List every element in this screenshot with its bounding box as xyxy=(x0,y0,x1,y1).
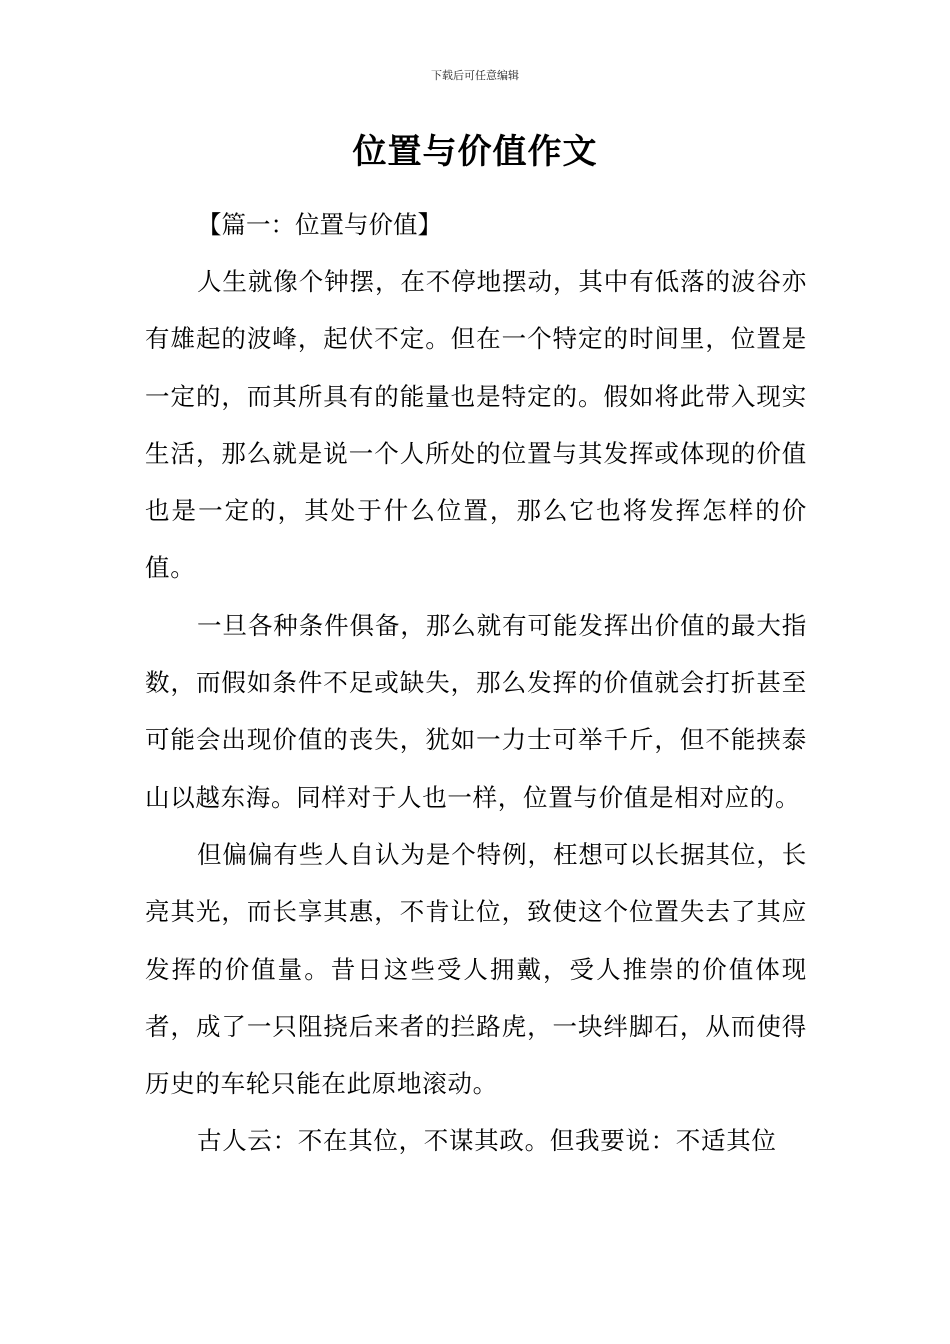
paragraph-4: 古人云：不在其位，不谋其政。但我要说：不适其位 xyxy=(197,1126,777,1156)
paragraph-2: 一旦各种条件俱备，那么就有可能发挥出价值的最大指数，而假如条件不足或缺失，那么发挥的价值就会打折甚至可能会出现价值的丧失，犹如一力士可举千斤，但不能挟泰山以越东海。同样对于人也一样，位置与价值是相对应的。 xyxy=(145,610,807,812)
section-heading: 【篇一：位置与价值】 xyxy=(197,210,442,239)
paragraph-1: 人生就像个钟摆，在不停地摆动，其中有低落的波谷亦有雄起的波峰，起伏不定。但在一个特定的时间里，位置是一定的，而其所具有的能量也是特定的。假如将此带入现实生活，那么就是说一个人所处的位置与其发挥或体现的价值也是一定的，其处于什么位置，那么它也将发挥怎样的价值。 xyxy=(145,267,807,583)
document-title: 位置与价值作文 xyxy=(352,132,598,172)
document-body xyxy=(145,196,807,1170)
header-note: 下载后可任意编辑 xyxy=(431,69,519,82)
paragraph-3: 但偏偏有些人自认为是个特例，枉想可以长据其位，长亮其光，而长享其惠，不肯让位，致使这个位置失去了其应发挥的价值量。昔日这些受人拥戴，受人推崇的价值体现者，成了一只阻挠后来者的拦路虎，一块绊脚石，从而使得历史的车轮只能在此原地滚动。 xyxy=(145,839,807,1099)
